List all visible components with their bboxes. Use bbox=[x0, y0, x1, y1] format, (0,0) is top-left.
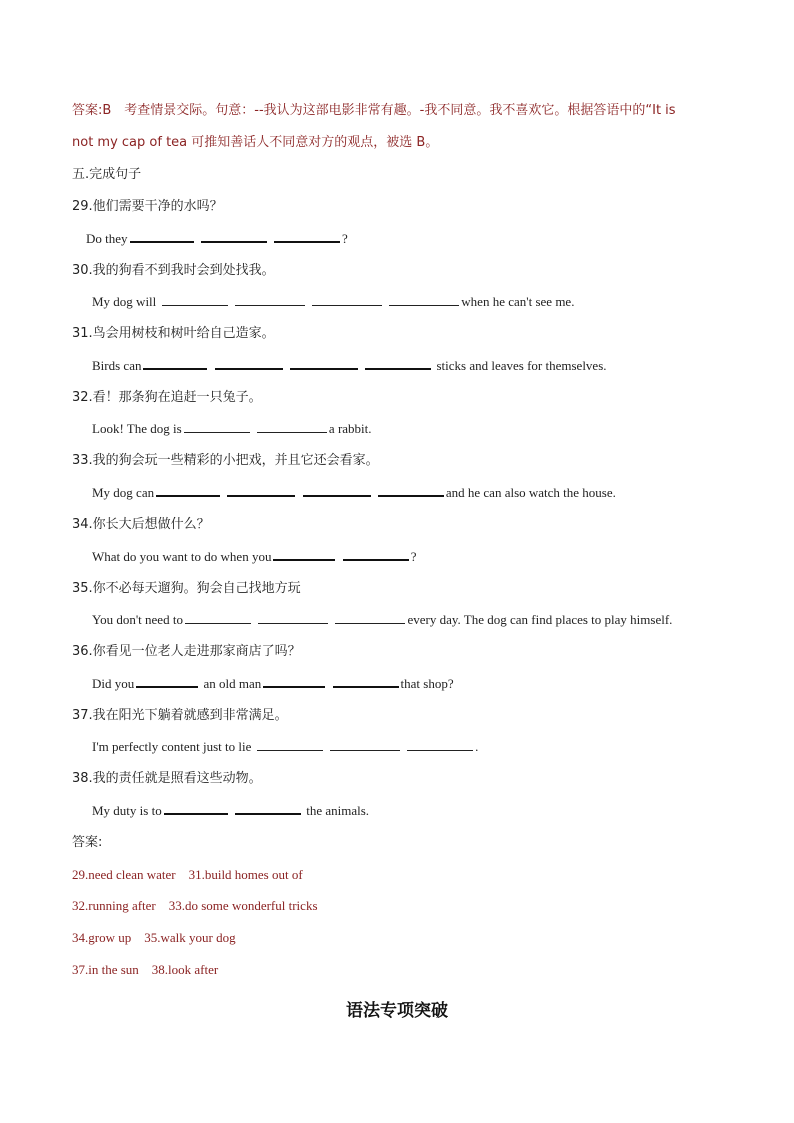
answer-line: 37.in the sun 38.look after bbox=[72, 962, 219, 977]
sentence-text: You don't need to bbox=[92, 612, 183, 627]
question-29-sentence bbox=[86, 230, 348, 248]
question-29-chinese: 29.他们需要干净的水吗？ bbox=[72, 199, 223, 214]
question-32-sentence bbox=[92, 420, 372, 438]
sentence-text: Do they bbox=[86, 231, 128, 246]
answer-blank[interactable] bbox=[303, 484, 371, 497]
question-36-chinese: 36.你看见一位老人走进那家商店了吗？ bbox=[72, 644, 301, 659]
answer-blank[interactable] bbox=[235, 294, 305, 306]
sentence-text: and he can also watch the house. bbox=[445, 485, 616, 500]
answer-line: 34.grow up 35.walk your dog bbox=[72, 930, 236, 945]
question-30-chinese: 30.我的狗看不到我时会到处找我。 bbox=[72, 263, 275, 278]
sentence-text: an old man bbox=[203, 676, 262, 691]
sentence-text: the animals. bbox=[306, 803, 370, 818]
question-35-sentence bbox=[92, 611, 672, 629]
answer-blank[interactable] bbox=[136, 675, 198, 688]
answer-blank[interactable] bbox=[274, 230, 340, 243]
answer-blank[interactable] bbox=[162, 294, 228, 306]
question-34-chinese: 34.你长大后想做什么？ bbox=[72, 517, 210, 532]
sentence-text: Look! The dog is bbox=[92, 421, 182, 436]
answer-line: 32.running after 33.do some wonderful tricks bbox=[72, 898, 318, 913]
answer-blank[interactable] bbox=[343, 548, 409, 561]
sentence-text: ? bbox=[410, 549, 417, 564]
question-37-sentence bbox=[92, 738, 478, 756]
next-section-heading: 语法专项突破 bbox=[346, 1001, 448, 1021]
answer-blank[interactable] bbox=[227, 484, 295, 497]
answer-blank[interactable] bbox=[290, 357, 358, 370]
question-33-sentence bbox=[92, 484, 616, 502]
sentence-text: What do you want to do when you bbox=[92, 549, 272, 564]
sentence-text: My duty is to bbox=[92, 803, 162, 818]
prev-answer-line-1: 答案:B 考查情景交际。句意：--我认为这部电影非常有趣。-我不同意。我不喜欢它。根据答语中的“It is bbox=[72, 103, 676, 118]
answer-blank[interactable] bbox=[215, 357, 283, 370]
answer-blank[interactable] bbox=[335, 612, 405, 624]
sentence-text: I'm perfectly content just to lie bbox=[92, 739, 252, 754]
answer-blank[interactable] bbox=[333, 675, 399, 688]
answer-blank[interactable] bbox=[235, 802, 301, 815]
answer-blank[interactable] bbox=[156, 484, 220, 497]
answer-blank[interactable] bbox=[130, 230, 194, 243]
answers-label: 答案: bbox=[72, 835, 103, 850]
question-38-chinese: 38.我的责任就是照看这些动物。 bbox=[72, 771, 262, 786]
question-32-chinese: 32.看！那条狗在追赶一只兔子。 bbox=[72, 390, 262, 405]
answer-blank[interactable] bbox=[185, 612, 251, 624]
answer-blank[interactable] bbox=[389, 294, 459, 306]
answer-blank[interactable] bbox=[365, 357, 431, 370]
sentence-text: every day. The dog can find places to play himself. bbox=[407, 612, 673, 627]
answer-blank[interactable] bbox=[407, 739, 473, 751]
question-35-chinese: 35.你不必每天遛狗。狗会自己找地方玩 bbox=[72, 581, 301, 596]
answer-blank[interactable] bbox=[257, 739, 323, 751]
question-36-sentence bbox=[92, 675, 454, 693]
answer-line: 29.need clean water 31.build homes out of bbox=[72, 867, 303, 882]
sentence-text: sticks and leaves for themselves. bbox=[436, 358, 607, 373]
question-30-sentence bbox=[92, 293, 574, 311]
sentence-text: ? bbox=[342, 231, 348, 246]
answer-blank[interactable] bbox=[330, 739, 400, 751]
sentence-text: Did you bbox=[92, 676, 135, 691]
answer-blank[interactable] bbox=[164, 802, 228, 815]
sentence-text: My dog will bbox=[92, 294, 157, 309]
answer-blank[interactable] bbox=[201, 230, 267, 243]
section-title: 五.完成句子 bbox=[72, 167, 142, 182]
sentence-text: . bbox=[475, 739, 479, 754]
sentence-text: when he can't see me. bbox=[461, 294, 575, 309]
answer-blank[interactable] bbox=[263, 675, 325, 688]
question-34-sentence bbox=[92, 548, 416, 566]
answer-blank[interactable] bbox=[143, 357, 207, 370]
sentence-text: a rabbit. bbox=[328, 421, 372, 436]
sentence-text: that shop? bbox=[400, 676, 454, 691]
sentence-text: Birds can bbox=[92, 358, 142, 373]
prev-answer-line-2: not my cap of tea 可推知善话人不同意对方的观点，被选 B。 bbox=[72, 135, 439, 150]
question-38-sentence bbox=[92, 802, 369, 820]
answer-blank[interactable] bbox=[257, 421, 327, 433]
answer-blank[interactable] bbox=[184, 421, 250, 433]
answer-blank[interactable] bbox=[378, 484, 444, 497]
answer-blank[interactable] bbox=[258, 612, 328, 624]
sentence-text: My dog can bbox=[92, 485, 155, 500]
answer-blank[interactable] bbox=[312, 294, 382, 306]
question-31-chinese: 31.鸟会用树枝和树叶给自己造家。 bbox=[72, 326, 275, 341]
answer-blank[interactable] bbox=[273, 548, 335, 561]
question-37-chinese: 37.我在阳光下躺着就感到非常满足。 bbox=[72, 708, 288, 723]
question-31-sentence bbox=[92, 357, 607, 375]
question-33-chinese: 33.我的狗会玩一些精彩的小把戏，并且它还会看家。 bbox=[72, 453, 379, 468]
